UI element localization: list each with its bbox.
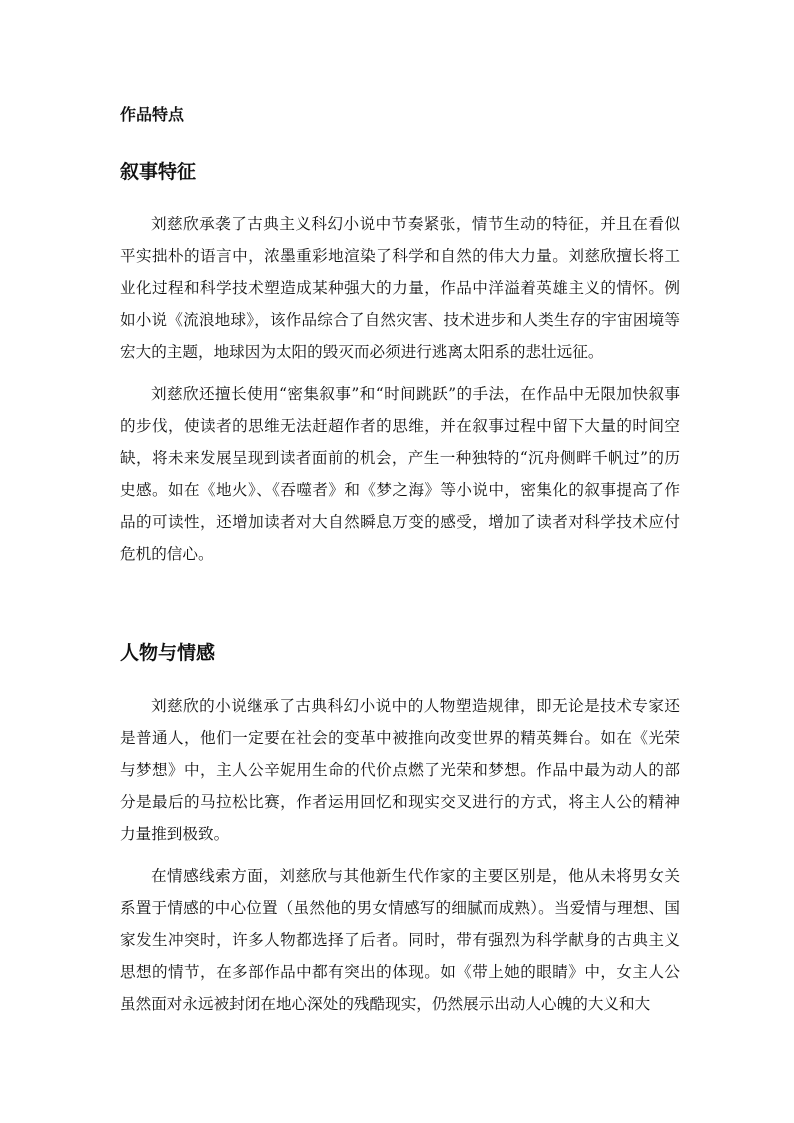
document-title: 作品特点: [120, 105, 185, 124]
paragraph: 刘慈欣的小说继承了古典科幻小说中的人物塑造规律，即无论是技术专家还是普通人，他们一定要在社会的变革中被推向改变世界的精英舞台。如在《光荣与梦想》中，主人公辛妮用生命的代价点燃了光荣和梦想。作品中最为动人的部分是最后的马拉松比赛，作者运用回忆和现实交叉进行的方式，将主人公的精神力量推到极致。: [120, 697, 680, 843]
section-heading-narrative: 叙事特征: [120, 161, 197, 183]
paragraph: 刘慈欣承袭了古典主义科幻小说中节奏紧张，情节生动的特征，并且在看似平实拙朴的语言中，浓墨重彩地渲染了科学和自然的伟大力量。刘慈欣擅长将工业化过程和科学技术塑造成某种强大的力量，作品中洋溢着英雄主义的情怀。例如小说《流浪地球》，该作品综合了自然灾害、技术进步和人类生存的宇宙困境等宏大的主题，地球因为太阳的毁灭而必须进行逃离太阳系的悲壮远征。: [120, 215, 680, 361]
paragraph: 刘慈欣还擅长使用“密集叙事”和“时间跳跃”的手法，在作品中无限加快叙事的步伐，使读者的思维无法赶超作者的思维，并在叙事过程中留下大量的时间空缺，将未来发展呈现到读者面前的机会，产生一种独特的“沉舟侧畔千帆过”的历史感。如在《地火》、《吞噬者》和《梦之海》等小说中，密集化的叙事提高了作品的可读性，还增加读者对大自然瞬息万变的感受，增加了读者对科学技术应付危机的信心。: [120, 385, 680, 563]
section-heading-characters: 人物与情感: [120, 642, 216, 664]
paragraph: 在情感线索方面，刘慈欣与其他新生代作家的主要区别是，他从未将男女关系置于情感的中心位置（虽然他的男女情感写的细腻而成熟）。当爱情与理想、国家发生冲突时，许多人物都选择了后者。同时，带有强烈为科学献身的古典主义思想的情节，在多部作品中都有突出的体现。如《带上她的眼睛》中，女主人公虽然面对永远被封闭在地心深处的残酷现实，仍然展示出动人心魄的大义和大: [120, 867, 680, 1013]
